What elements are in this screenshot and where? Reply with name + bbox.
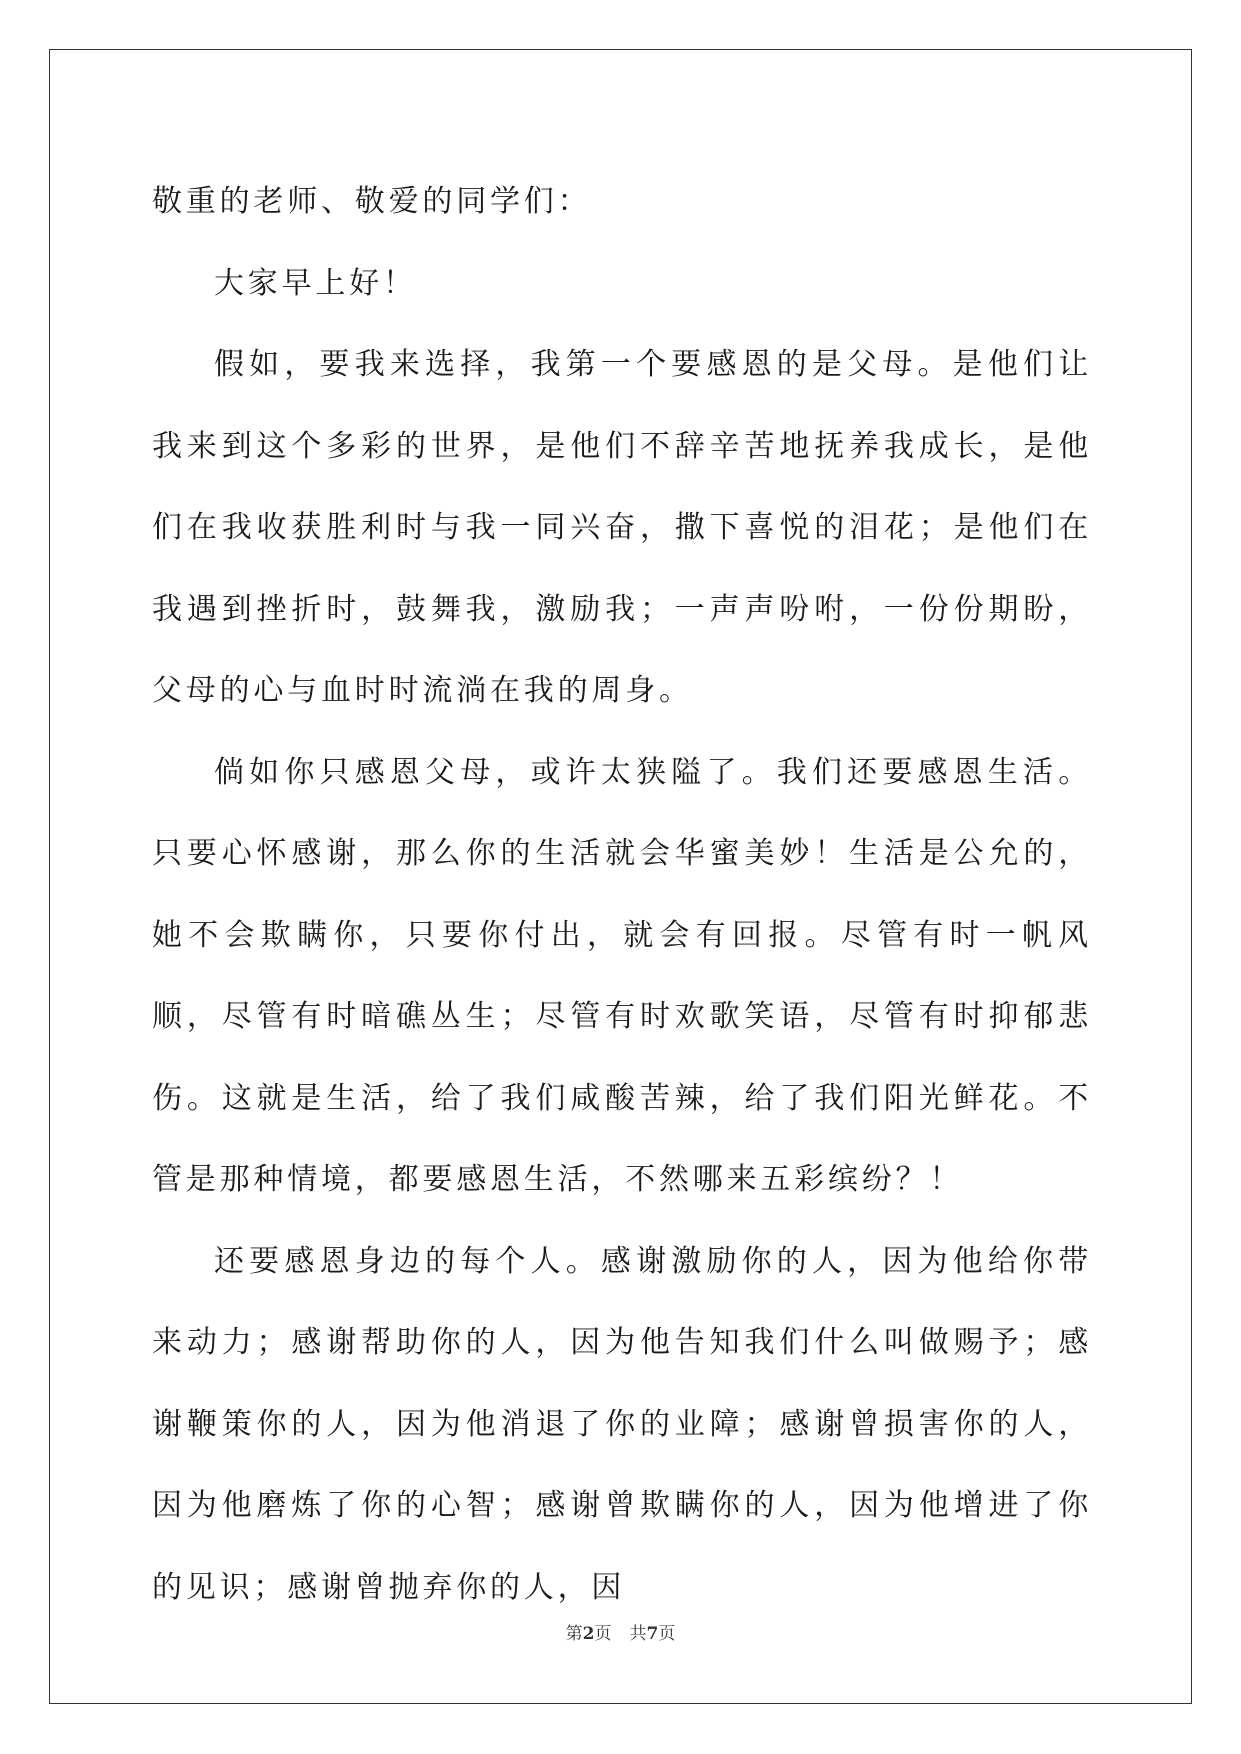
- page-footer: [0, 1624, 1241, 1644]
- total-prefix: 共: [629, 1624, 647, 1644]
- greeting: 大家早上好！: [214, 265, 417, 301]
- total-suffix: 页: [658, 1624, 676, 1644]
- paragraph-people: 还要感恩身边的每个人。感谢激励你的人，因为他给你带来动力；感谢帮助你的人，因为他告知我们什么叫做赐予；感谢鞭策你的人，因为他消退了你的业障；感谢曾损害你的人，因为他磨炼了你的心智；感谢曾欺瞒你的人，因为他增进了你的见识；感谢曾抛弃你的人，因: [152, 1243, 1092, 1605]
- page-prefix: 第: [565, 1624, 583, 1644]
- page-current: 2: [582, 1624, 595, 1644]
- document-body: [152, 161, 1092, 1628]
- paragraph-parents: 假如，要我来选择，我第一个要感恩的是父母。是他们让我来到这个多彩的世界，是他们不辞辛苦地抚养我成长，是他们在我收获胜利时与我一同兴奋，撒下喜悦的泪花；是他们在我遇到挫折时，鼓舞我，激励我；一声声吩咐，一份份期盼，父母的心与血时时流淌在我的周身。: [152, 347, 1092, 708]
- page-total: 7: [646, 1624, 659, 1644]
- paragraph-life: 倘如你只感恩父母，或许太狭隘了。我们还要感恩生活。只要心怀感谢，那么你的生活就会华蜜美妙！生活是公允的，她不会欺瞒你，只要你付出，就会有回报。尽管有时一帆风顺，尽管有时暗礁丛生；尽管有时欢歌笑语，尽管有时抑郁悲伤。这就是生活，给了我们咸酸苦辣，给了我们阳光鲜花。不管是那种情境，都要感恩生活，不然哪来五彩缤纷？！: [152, 754, 1092, 1197]
- page-suffix: 页: [594, 1624, 612, 1644]
- salutation: 敬重的老师、敬爱的同学们：: [152, 184, 592, 219]
